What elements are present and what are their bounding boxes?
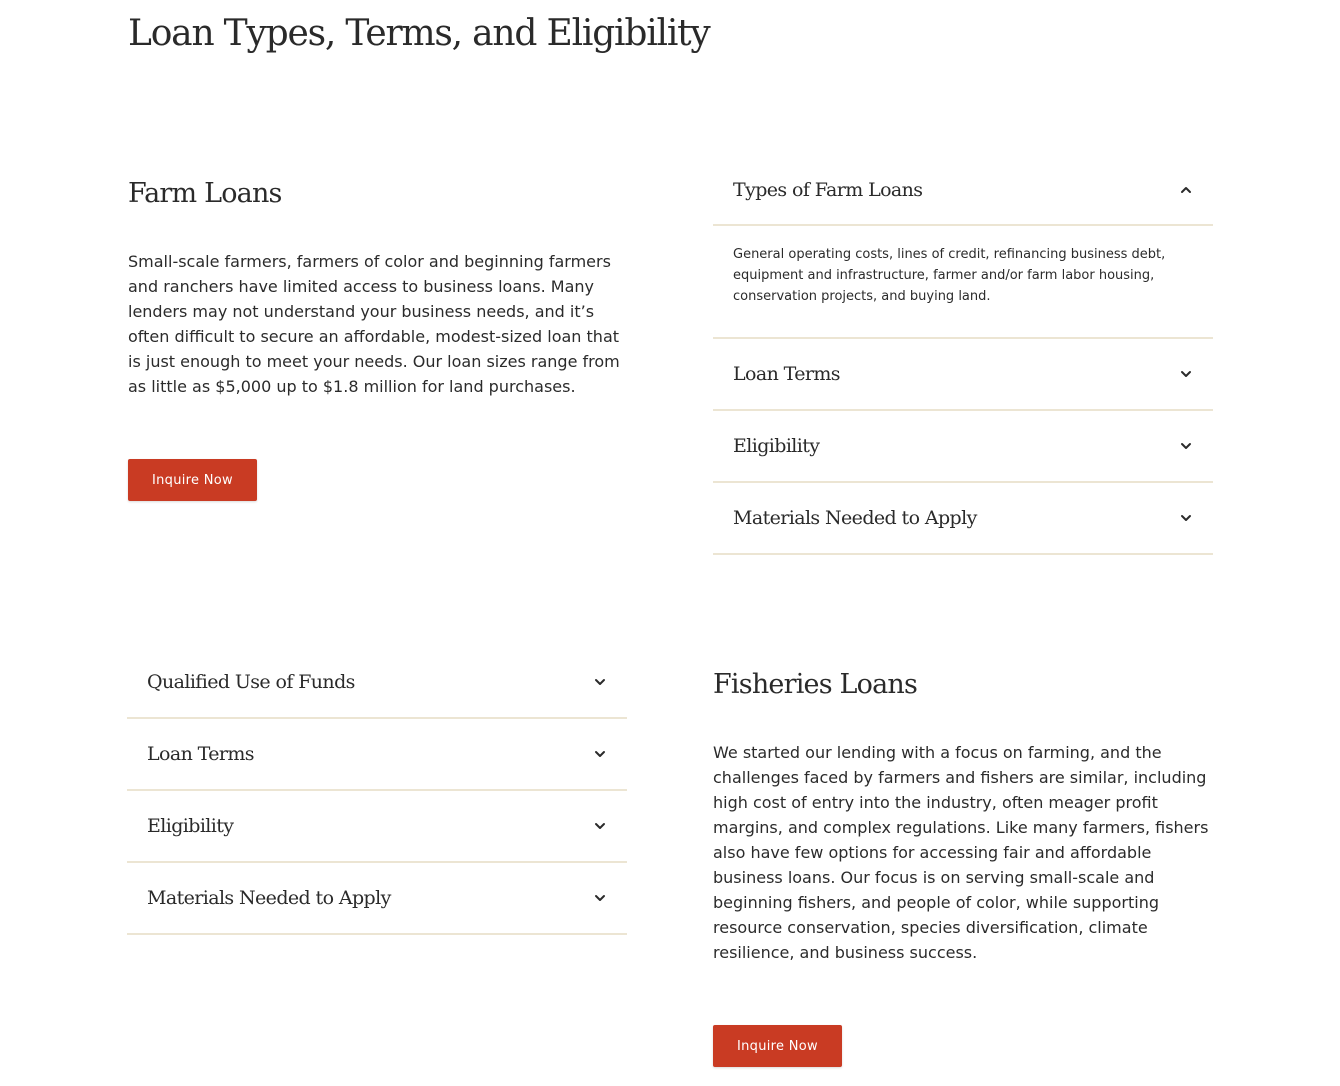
accordion-item-qualified-use-of-funds (127, 647, 627, 719)
accordion-header-materials-needed[interactable] (713, 483, 1213, 553)
chevron-down-icon[interactable] (1179, 439, 1193, 453)
farm-loans-description: Small-scale farmers, farmers of color and beginning farmers and ranchers have limited access to business loans. Many lenders may not understand your business needs, and it’s often difficult to secure an affordable, modest-sized loan that is just enough to meet your needs. Our loan sizes range from as little as $5,000 up to $1.8 million for land purchases. (128, 252, 620, 396)
farm-inquire-now-button[interactable]: Inquire Now (128, 459, 257, 501)
fisheries-inquire-now-button[interactable]: Inquire Now (713, 1025, 842, 1067)
accordion-item-loan-terms (713, 339, 1213, 411)
accordion-title: Eligibility (733, 435, 820, 457)
page-title: Loan Types, Terms, and Eligibility (128, 13, 710, 54)
accordion-title: Materials Needed to Apply (733, 507, 977, 529)
accordion-content-types-of-farm-loans: General operating costs, lines of credit, refinancing business debt, equipment and infrastructure, farmer and/or farm labor housing, conservation projects, and buying land. (733, 247, 1166, 304)
accordion-title: Materials Needed to Apply (147, 887, 391, 909)
farm-loans-heading: Farm Loans (128, 178, 282, 209)
chevron-down-icon[interactable] (593, 747, 607, 761)
chevron-down-icon[interactable] (593, 819, 607, 833)
accordion-item-loan-terms (127, 719, 627, 791)
accordion-item-eligibility (127, 791, 627, 863)
accordion-item-types-of-farm-loans (713, 156, 1213, 339)
accordion-title: Types of Farm Loans (733, 179, 923, 201)
chevron-up-icon[interactable] (1179, 183, 1193, 197)
accordion-header-types-of-farm-loans[interactable] (713, 156, 1213, 226)
accordion-title: Qualified Use of Funds (147, 671, 355, 693)
fisheries-loans-heading: Fisheries Loans (713, 669, 918, 700)
chevron-down-icon[interactable] (1179, 511, 1193, 525)
accordion-header-eligibility[interactable] (713, 411, 1213, 481)
fisheries-loans-accordion (127, 647, 627, 935)
farm-loans-accordion (713, 156, 1213, 555)
accordion-header-materials-needed[interactable] (127, 863, 627, 933)
accordion-item-eligibility (713, 411, 1213, 483)
accordion-header-qualified-use-of-funds[interactable] (127, 647, 627, 717)
accordion-title: Loan Terms (733, 363, 840, 385)
accordion-item-materials-needed (127, 863, 627, 935)
fisheries-loans-description: We started our lending with a focus on farming, and the challenges faced by farmers and fishers are similar, including high cost of entry into the industry, often meager profit margins, and complex regulations. Like many farmers, fishers also have few options for accessing fair and affordable business loans. Our focus is on serving small-scale and beginning fishers, and people of color, while supporting resource conservation, species diversification, climate resilience, and business success. (713, 743, 1209, 962)
accordion-title: Eligibility (147, 815, 234, 837)
chevron-down-icon[interactable] (593, 891, 607, 905)
accordion-header-loan-terms[interactable] (127, 719, 627, 789)
accordion-header-eligibility[interactable] (127, 791, 627, 861)
accordion-title: Loan Terms (147, 743, 254, 765)
chevron-down-icon[interactable] (593, 675, 607, 689)
chevron-down-icon[interactable] (1179, 367, 1193, 381)
accordion-header-loan-terms[interactable] (713, 339, 1213, 409)
accordion-item-materials-needed (713, 483, 1213, 555)
